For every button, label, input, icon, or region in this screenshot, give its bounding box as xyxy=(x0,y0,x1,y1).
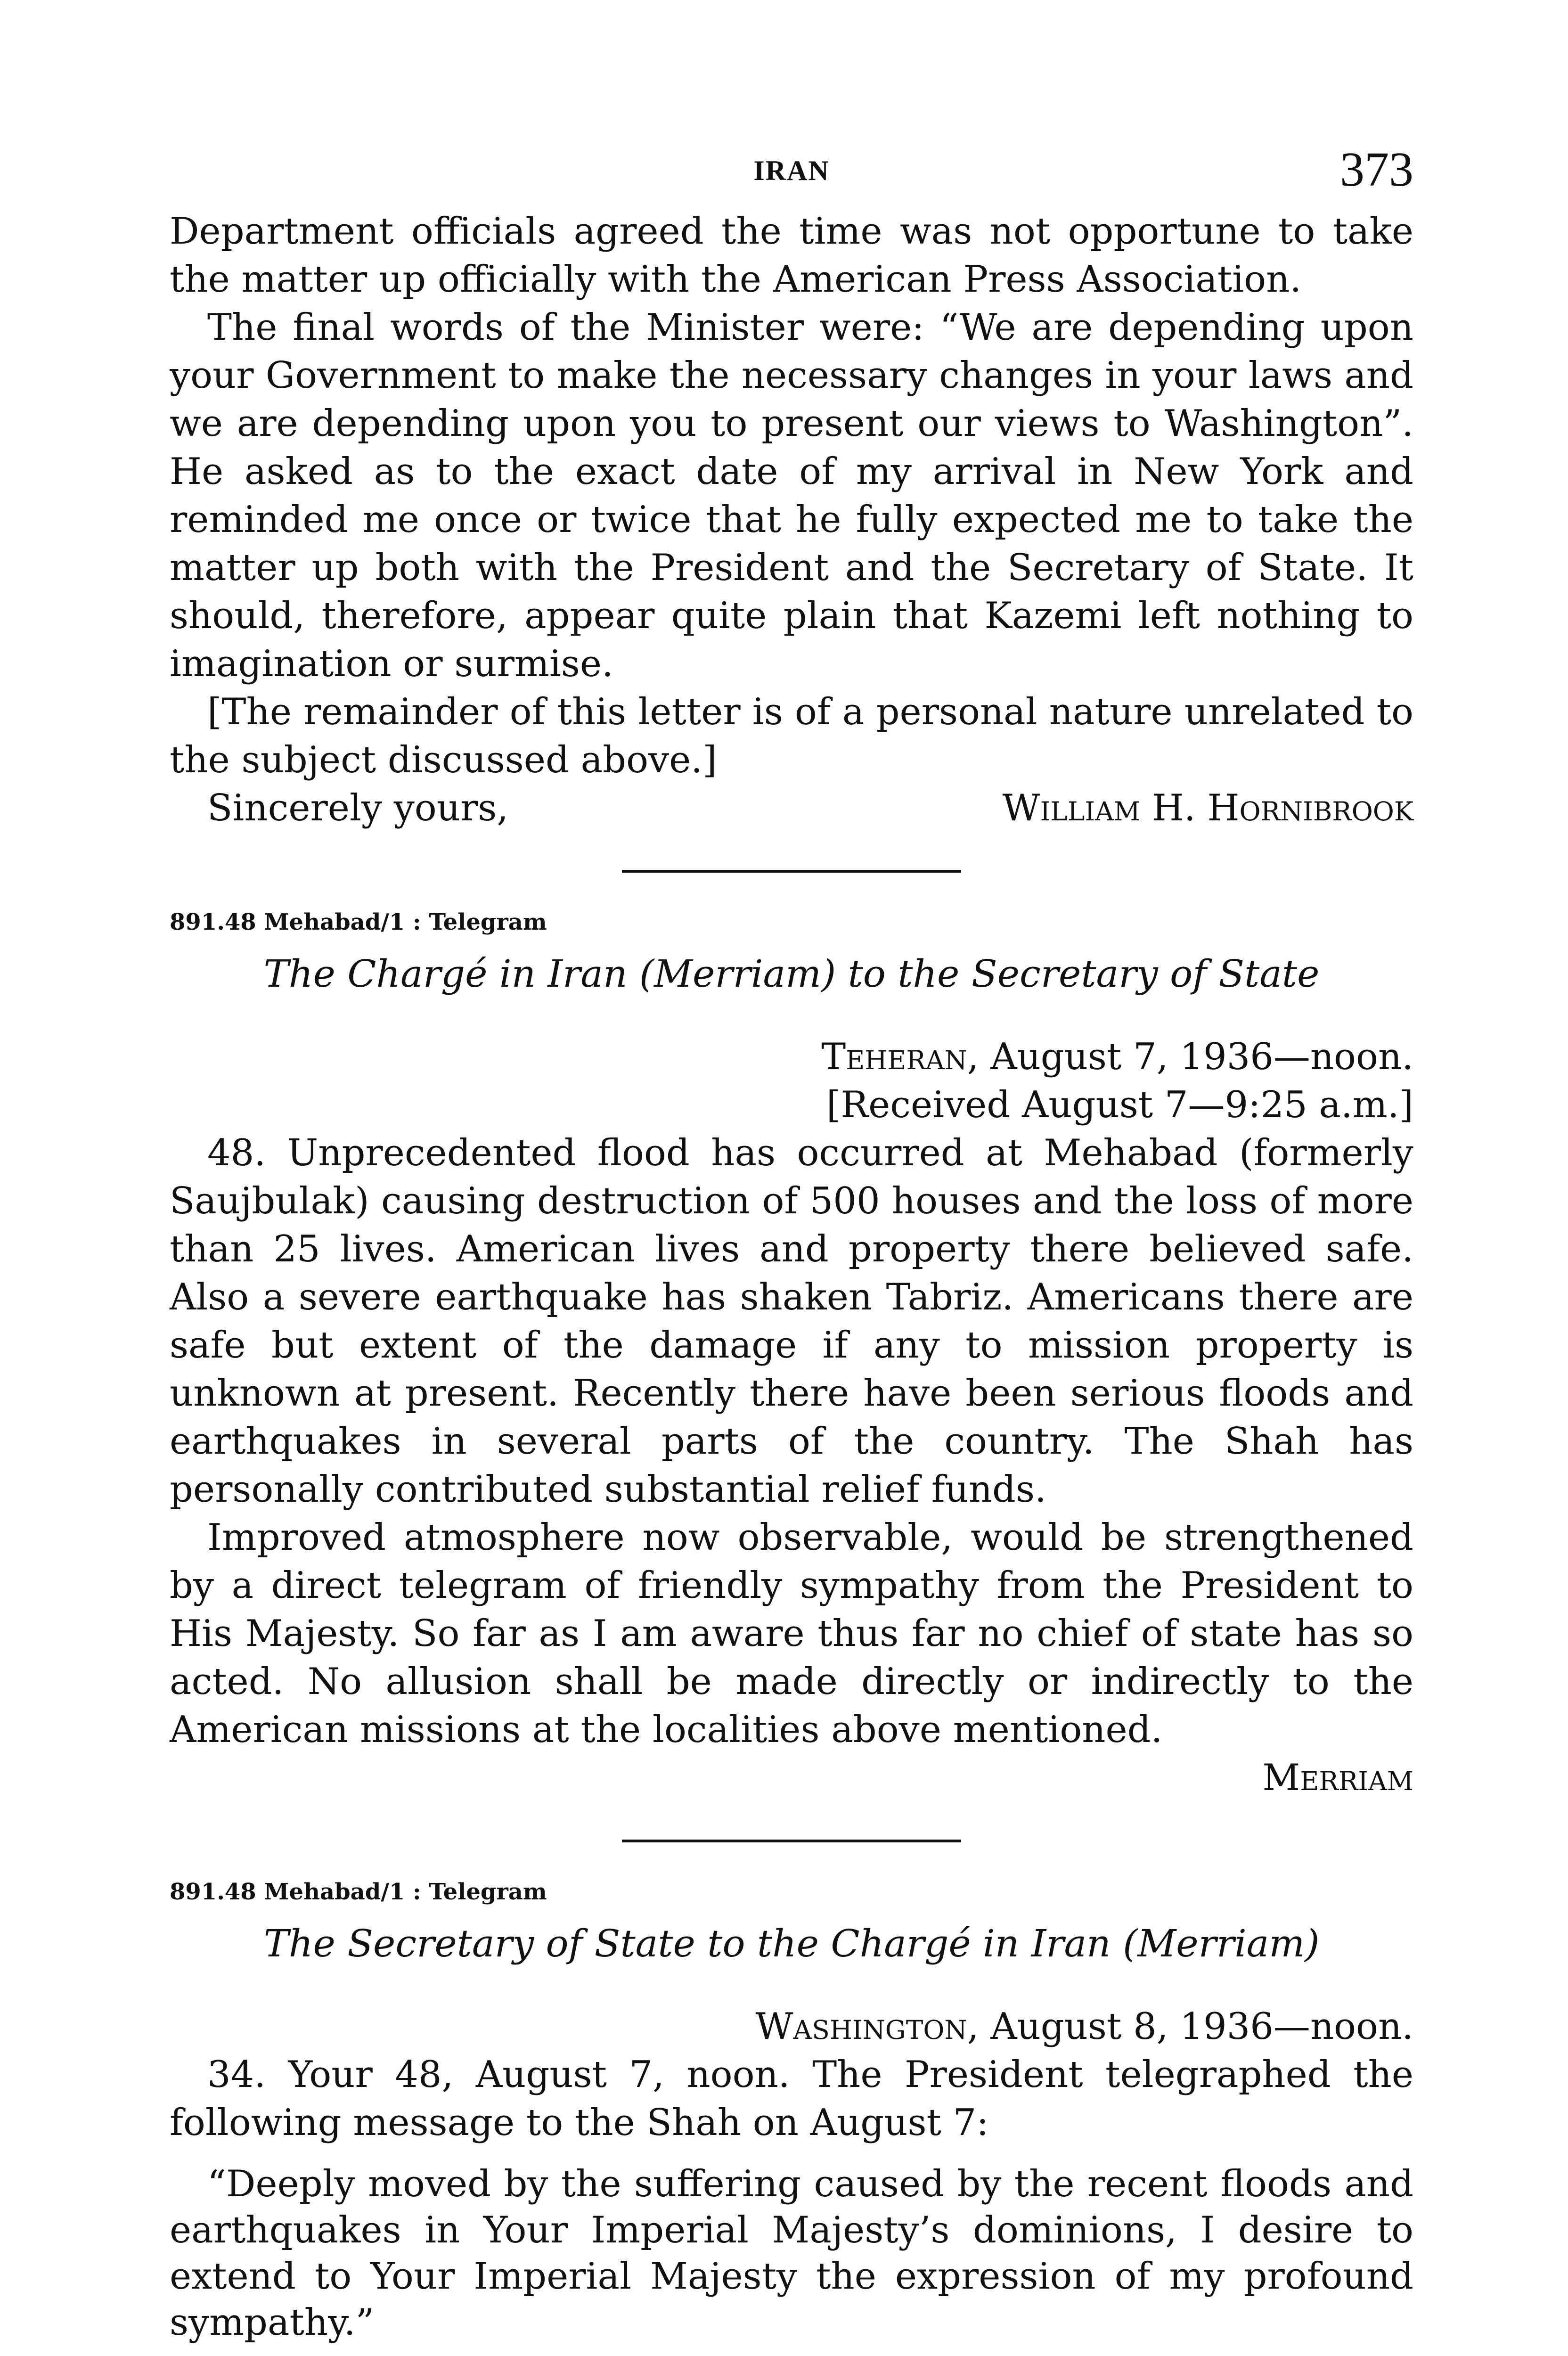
received-note: [Received August 7—9:25 a.m.] xyxy=(826,1084,1413,1126)
dateline-date: August 8, 1936—noon. xyxy=(979,2005,1413,2048)
telegram-section-1 xyxy=(170,906,1413,1802)
section-divider xyxy=(622,1840,961,1842)
letter-closing-row xyxy=(170,784,1413,832)
telegram-paragraph-1: 48. Unprecedented flood has occurred at Mehabad (formerly Saujbulak) causing destruction of 500 houses and the loss of more than 25 lives. American lives and property there believed safe. Also a severe earthquake has shaken Tabriz. Americans there are safe but extent of the damage if any to mission property is unknown at present. Recently there have been serious floods and earthquakes in several parts of the country. The Shah has personally contributed substantial relief funds. xyxy=(170,1132,1413,1511)
letter-paragraph-1: Department officials agreed the time was not opportune to take the matter up officially with the American Press Association. xyxy=(170,210,1413,301)
dateline-place: Teheran, xyxy=(821,1036,979,1078)
telegram-signature: Merriam xyxy=(1262,1757,1413,1799)
document-title: The Chargé in Iran (Merriam) to the Secretary of State xyxy=(263,952,1320,996)
dateline xyxy=(170,2003,1413,2051)
quoted-message: “Deeply moved by the suffering caused by the recent floods and earthquakes in Your Imperial Majesty’s dominions, I desire to extend to Your Imperial Majesty the expression of my profound sympathy.” xyxy=(170,2163,1413,2344)
file-reference: 891.48 Mehabad/1 : Telegram xyxy=(170,1879,547,1905)
running-head-title: IRAN xyxy=(753,155,830,186)
file-reference: 891.48 Mehabad/1 : Telegram xyxy=(170,909,547,935)
letter-closing: Sincerely yours, xyxy=(207,787,509,829)
telegram-paragraph-1: 34. Your 48, August 7, noon. The President telegraphed the following message to the Shah on August 7: xyxy=(170,2053,1413,2144)
page-number: 373 xyxy=(1340,142,1413,196)
letter-paragraph-3: [The remainder of this letter is of a personal nature unrelated to the subject discussed above.] xyxy=(170,691,1413,781)
dateline-place: Washington, xyxy=(755,2005,979,2048)
telegram-paragraph-2: Improved atmosphere now observable, would be strengthened by a direct telegram of friendly sympathy from the President to His Majesty. So far as I am aware thus far no chief of state has so acted. No allusion shall be made directly or indirectly to the American missions at the localities above mentioned. xyxy=(170,1516,1413,1751)
telegram-section-2 xyxy=(170,1875,1413,2346)
section-divider xyxy=(622,870,961,873)
dateline-date: August 7, 1936—noon. xyxy=(979,1036,1413,1078)
document-title: The Secretary of State to the Chargé in Iran (Merriam) xyxy=(263,1922,1320,1965)
running-head xyxy=(170,141,1413,207)
letter-paragraph-2: The final words of the Minister were: “We are depending upon your Government to make the necessary changes in your laws and we are depending upon you to present our views to Washington”. He asked as to the exact date of my arrival in New York and reminded me once or twice that he fully expected me to take the matter up both with the President and the Secretary of State. It should, therefore, appear quite plain that Kazemi left nothing to imagination or surmise. xyxy=(170,306,1413,685)
dateline xyxy=(170,1033,1413,1081)
letter-signature: William H. Hornibrook xyxy=(1002,787,1413,829)
document-page xyxy=(170,141,1413,2356)
letter-section xyxy=(170,207,1413,832)
